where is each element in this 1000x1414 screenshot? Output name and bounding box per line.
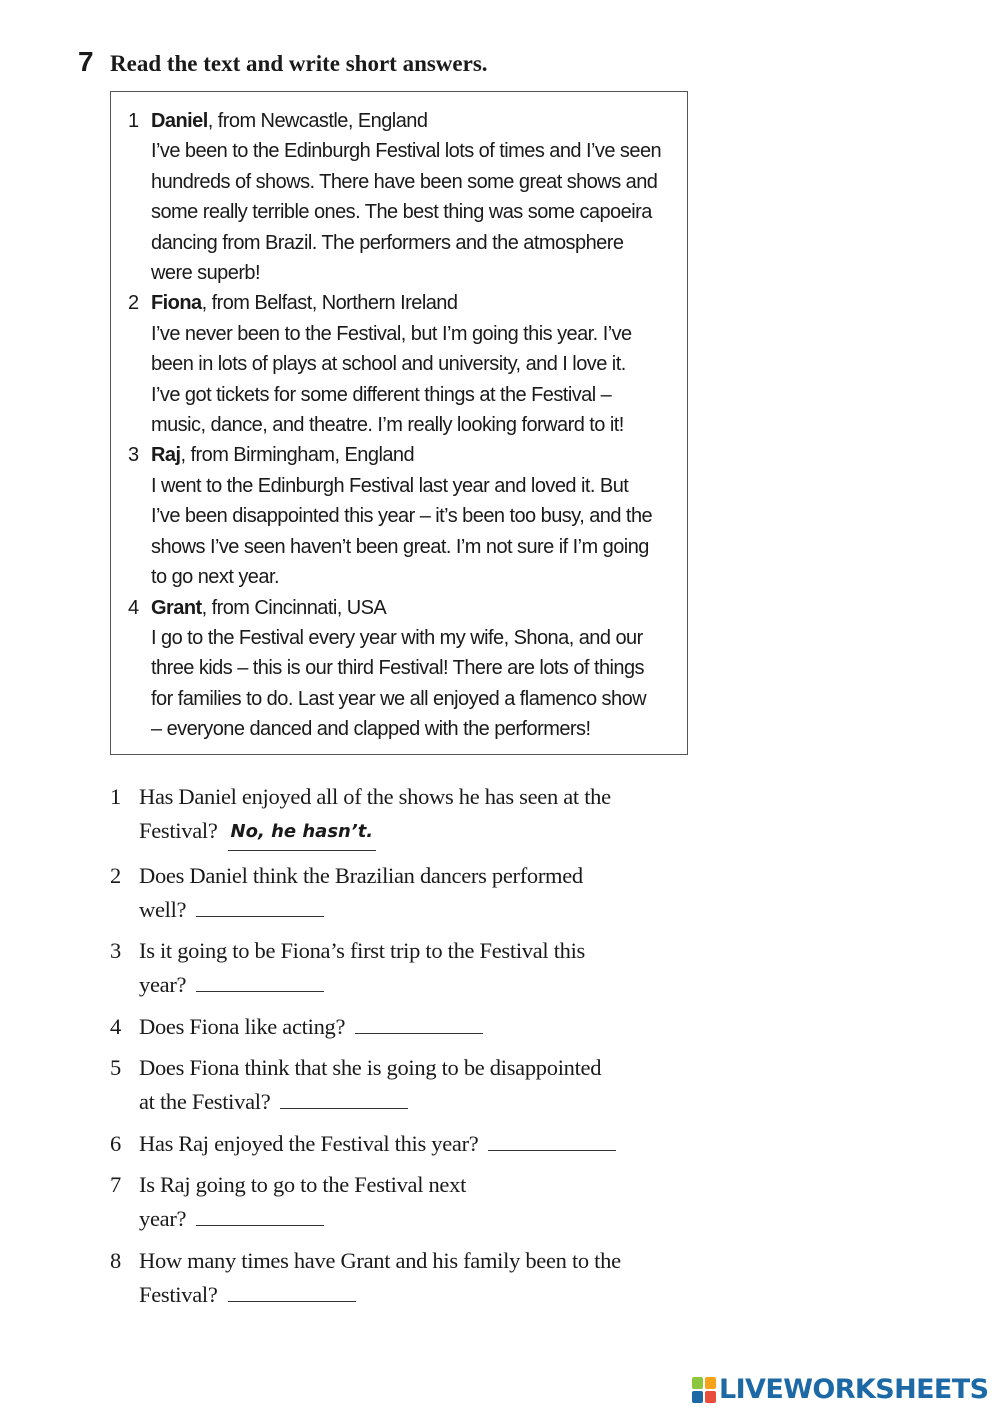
exercise-instruction: Read the text and write short answers.: [110, 51, 488, 76]
question-line: [139, 1010, 710, 1044]
entry-heading: [151, 288, 667, 318]
entry-text-line: I’ve been to the Edinburgh Festival lots of times and I’ve seen: [151, 140, 662, 163]
brand-text: LIVEWORKSHEETS: [719, 1374, 989, 1405]
reading-entry: [128, 593, 667, 745]
question-number: 2: [110, 862, 121, 888]
question-number: 5: [110, 1055, 121, 1080]
question-text-continued: at the Festival?: [139, 1089, 271, 1114]
question-text-cont: [139, 1085, 710, 1119]
entry-number: 1: [128, 110, 139, 132]
question-body: [139, 780, 710, 851]
question-text-continued: year?: [139, 1206, 187, 1231]
entry-text-line: I’ve been disappointed this year – it’s been too busy, and the: [151, 505, 653, 528]
question-number: 4: [110, 1013, 121, 1039]
answer-text: No, he hasn’t.: [230, 821, 374, 842]
question-body: [139, 859, 710, 927]
entry-origin: , from Belfast, Northern Ireland: [201, 292, 458, 315]
reading-text-box: [110, 91, 688, 755]
question-number: 1: [110, 784, 121, 809]
entry-text-line: for families to do. Last year we all enjoyed a flamenco show: [151, 687, 647, 710]
question-text-cont: [139, 814, 710, 851]
question-body: [139, 1051, 710, 1119]
entry-name: Daniel: [151, 110, 208, 132]
entry-text-line: hundreds of shows. There have been some great shows and: [151, 170, 658, 193]
reading-entry: [128, 288, 667, 440]
question-text: Is Raj going to go to the Festival next: [139, 1172, 467, 1197]
entry-text-line: I’ve got tickets for some different things at the Festival –: [151, 383, 612, 406]
question-text: Does Fiona think that she is going to be disappointed: [139, 1055, 602, 1080]
entry-origin: , from Newcastle, England: [207, 110, 428, 132]
entry-heading: [151, 106, 667, 136]
entry-text-line: dancing from Brazil. The performers and the atmosphere: [151, 231, 624, 254]
exercise-header: [78, 46, 488, 78]
question-item: [110, 1010, 710, 1044]
question-text-cont: [139, 968, 710, 1002]
question-text-continued: Festival?: [139, 818, 218, 843]
liveworksheets-brand[interactable]: [692, 1374, 988, 1405]
reading-entry: [128, 440, 667, 592]
entry-text-line: been in lots of plays at school and university, and I love it.: [151, 353, 626, 376]
entry-text-line: music, dance, and theatre. I’m really looking forward to it!: [151, 414, 624, 437]
question-line: [139, 1127, 710, 1161]
question-body: [139, 1244, 710, 1312]
question-body: [139, 1010, 710, 1044]
entry-origin: , from Cincinnati, USA: [201, 596, 387, 619]
questions-list: [110, 780, 710, 1319]
question-item: [110, 1051, 710, 1119]
question-number: 8: [110, 1247, 121, 1273]
entry-body: [151, 593, 667, 745]
entry-text-line: were superb!: [151, 262, 261, 285]
entry-number: 4: [128, 596, 139, 619]
entry-heading: [151, 593, 667, 623]
question-text-continued: Festival?: [139, 1281, 218, 1307]
answer-field[interactable]: [488, 1128, 616, 1151]
entry-text-line: I went to the Edinburgh Festival last year and loved it. But: [151, 474, 629, 497]
entry-text-line: three kids – this is our third Festival! There are lots of things: [151, 657, 645, 680]
exercise-number: 7: [78, 46, 94, 77]
question-text-cont: [139, 1278, 710, 1312]
answer-field[interactable]: [196, 894, 324, 917]
entry-text-line: I go to the Festival every year with my wife, Shona, and our: [151, 626, 643, 649]
entry-body: [151, 288, 667, 440]
question-item: [110, 934, 710, 1002]
entry-name: Fiona: [151, 292, 202, 315]
question-item: [110, 1127, 710, 1161]
entry-body: [151, 106, 667, 288]
question-number: 6: [110, 1130, 121, 1156]
question-text: Has Raj enjoyed the Festival this year?: [139, 1130, 479, 1156]
question-text: Does Fiona like acting?: [139, 1013, 346, 1039]
question-item: [110, 1168, 710, 1236]
entry-text-line: to go next year.: [151, 566, 279, 589]
question-number: 7: [110, 1172, 121, 1197]
answer-field[interactable]: [196, 1203, 324, 1226]
entry-name: Grant: [151, 596, 202, 619]
question-item: [110, 1244, 710, 1312]
question-body: [139, 1168, 710, 1236]
reading-entry: [128, 106, 667, 288]
answer-field[interactable]: [228, 814, 377, 851]
question-text-cont: [139, 893, 710, 927]
entry-text-line: shows I’ve seen haven’t been great. I’m not sure if I’m going: [151, 535, 649, 558]
entry-text-line: I’ve never been to the Festival, but I’m going this year. I’ve: [151, 322, 632, 345]
entry-origin: , from Birmingham, England: [180, 444, 415, 467]
entry-number: 3: [128, 444, 139, 467]
question-item: [110, 859, 710, 927]
question-text: Is it going to be Fiona’s first trip to the Festival this: [139, 938, 586, 963]
question-text: How many times have Grant and his family been to the: [139, 1247, 621, 1273]
answer-field[interactable]: [280, 1086, 408, 1109]
question-text: Has Daniel enjoyed all of the shows he has seen at the: [139, 784, 611, 809]
entry-text-line: some really terrible ones. The best thing was some capoeira: [151, 201, 652, 224]
entry-heading: [151, 440, 667, 470]
answer-field[interactable]: [228, 1279, 356, 1302]
answer-field[interactable]: [196, 969, 324, 992]
entry-text-line: – everyone danced and clapped with the performers!: [151, 718, 591, 741]
question-text-continued: well?: [139, 896, 187, 922]
question-body: [139, 1127, 710, 1161]
entry-number: 2: [128, 292, 139, 315]
question-body: [139, 934, 710, 1002]
question-item: [110, 780, 710, 851]
question-text-continued: year?: [139, 972, 187, 997]
entry-name: Raj: [151, 444, 181, 467]
question-text: Does Daniel think the Brazilian dancers performed: [139, 862, 583, 888]
entry-body: [151, 440, 667, 592]
answer-field[interactable]: [355, 1011, 483, 1034]
liveworksheets-logo-icon: [692, 1377, 716, 1403]
question-text-cont: [139, 1202, 710, 1236]
question-number: 3: [110, 938, 121, 963]
